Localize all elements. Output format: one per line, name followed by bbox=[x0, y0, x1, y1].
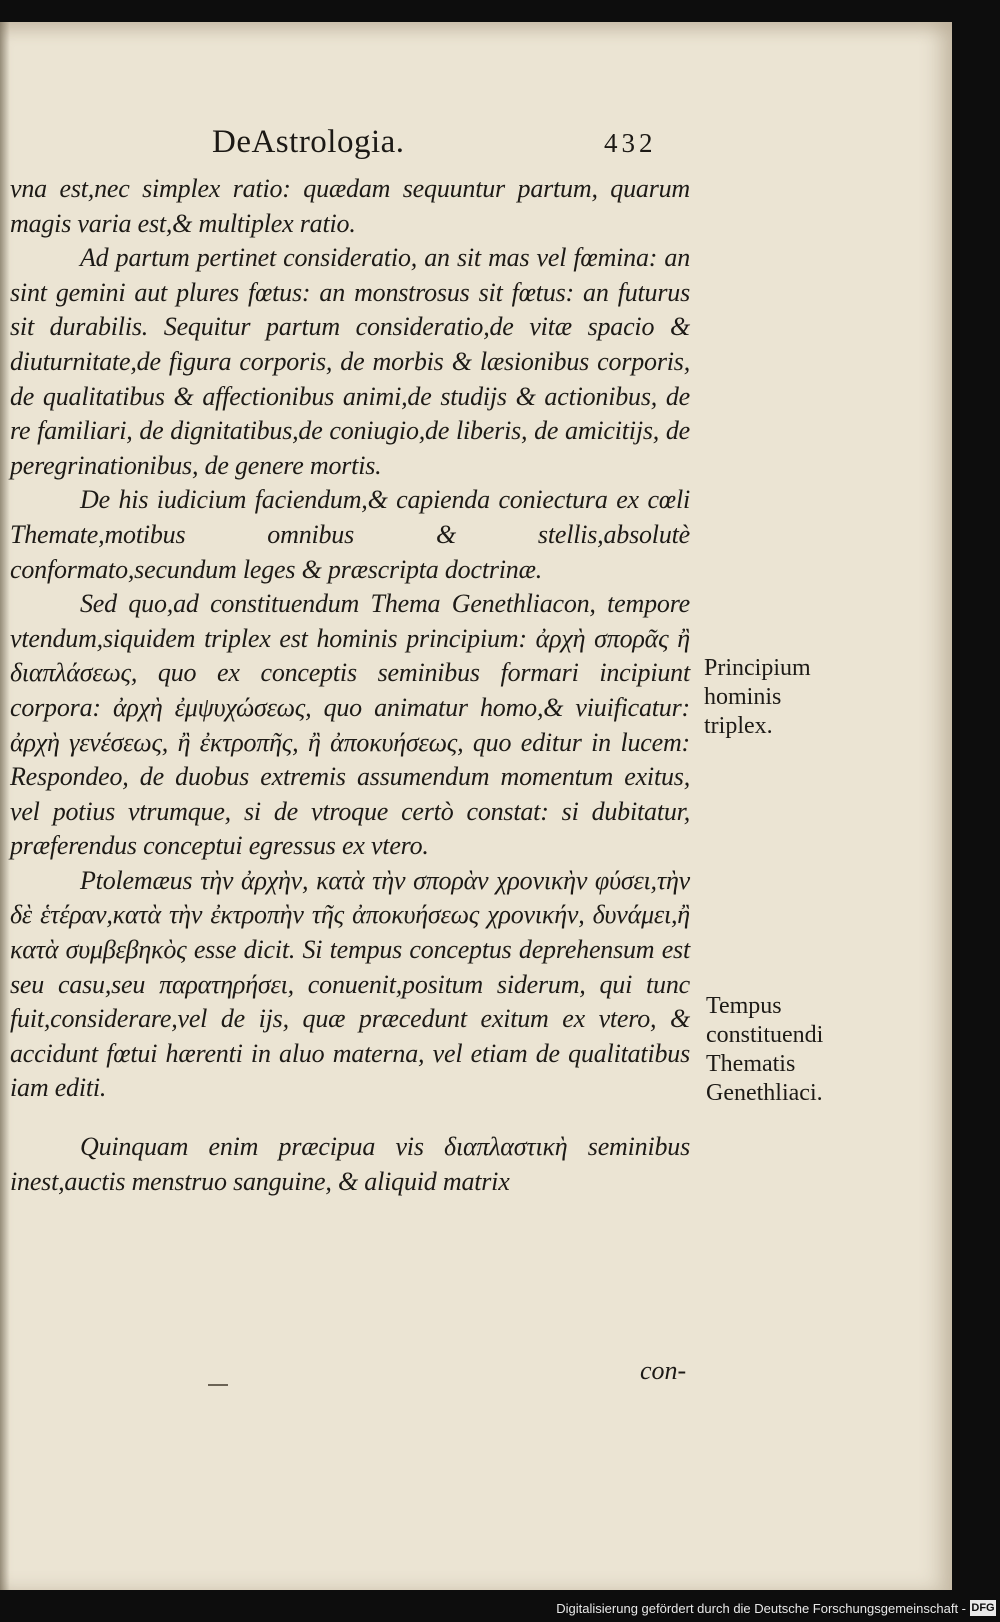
marginal-note-tempus: Tempus constituendi Thematis Genethliaci. bbox=[706, 993, 824, 1106]
paragraph-5: Ptolemæus τὴν ἀρχὴν, κατὰ τὴν σπορὰν χρονικὴν φύσει,τὴν δὲ ἑτέραν,κατὰ τὴν ἐκτροπὴν τῆς ἀποκυήσεως χρονικήν, δυνάμει,ἢ κατὰ συμβεβηκὸς esse dicit. Si tempus conceptus deprehensum est seu casu,seu παρατηρήσει, conuenit,positum siderum, qui tunc fuit,considerare,vel de ijs, quæ præcedunt exitum ex vtero, & accidunt fœtui hærenti in aluo materna, vel etiam de qualitatibus iam editi. bbox=[10, 865, 690, 1103]
footer-bar bbox=[0, 1590, 1000, 1622]
book-page bbox=[0, 22, 952, 1590]
paragraph-1: vna est,nec simplex ratio: quædam sequuntur partum, quarum magis varia est,& multiplex ratio. bbox=[10, 174, 690, 238]
footer-credit: Digitalisierung gefördert durch die Deutsche Forschungsgemeinschaft - bbox=[556, 1601, 966, 1616]
dfg-logo-icon: DFG bbox=[971, 1602, 995, 1614]
running-head bbox=[0, 102, 952, 162]
paragraph-2: Ad partum pertinet consideratio, an sit mas vel fœmina: an sint gemini aut plures fœtus: an monstrosus sit fœtus: an futurus sit durabilis. Sequitur partum consideratio,de vitæ spacio & diuturnitate,de figura corporis, de morbis & læsionibus corporis, de qualitatibus & affectionibus animi,de studijs & actionibus, de re familiari, de dignitatibus,de coniugio,de liberis, de amicitijs, de peregrinationibus, de genere mortis. bbox=[10, 243, 690, 480]
decorative-dash bbox=[208, 1384, 228, 1386]
paragraph-4: Sed quo,ad constituendum Thema Genethliacon, tempore vtendum,siquidem triplex est hominis principium: ἀρχὴ σπορᾶς ἢ διαπλάσεως, quo ex conceptis seminibus formari incipiunt corpora: ἀρχὴ ἐμψυχώσεως, quo animatur homo,& viuificatur: ἀρχὴ γενέσεως, ἢ ἐκτροπῆς, ἢ ἀποκυήσεως, quo editur in lucem: Respondeo, de duobus extremis assumendum momentum exitus, vel potius vtrumque, si de vtroque certò constat: si dubitatur, præferendus conceptui egressus ex vtero. bbox=[10, 589, 690, 861]
main-text bbox=[10, 172, 690, 1199]
page-number: 432 bbox=[604, 128, 657, 158]
page-title: DeAstrologia. bbox=[212, 124, 405, 160]
paragraph-6: Quinquam enim præcipua vis διαπλαστικὴ seminibus inest,auctis menstruo sanguine, & aliquid matrix bbox=[10, 1132, 690, 1196]
marginal-note-principium: Principium hominis triplex. bbox=[704, 655, 811, 739]
paragraph-3: De his iudicium faciendum,& capienda coniectura ex cœli Themate,motibus omnibus & stellis,absolutè conformato,secundum leges & præscripta doctrinæ. bbox=[10, 485, 690, 584]
catchword: con- bbox=[640, 1356, 687, 1385]
